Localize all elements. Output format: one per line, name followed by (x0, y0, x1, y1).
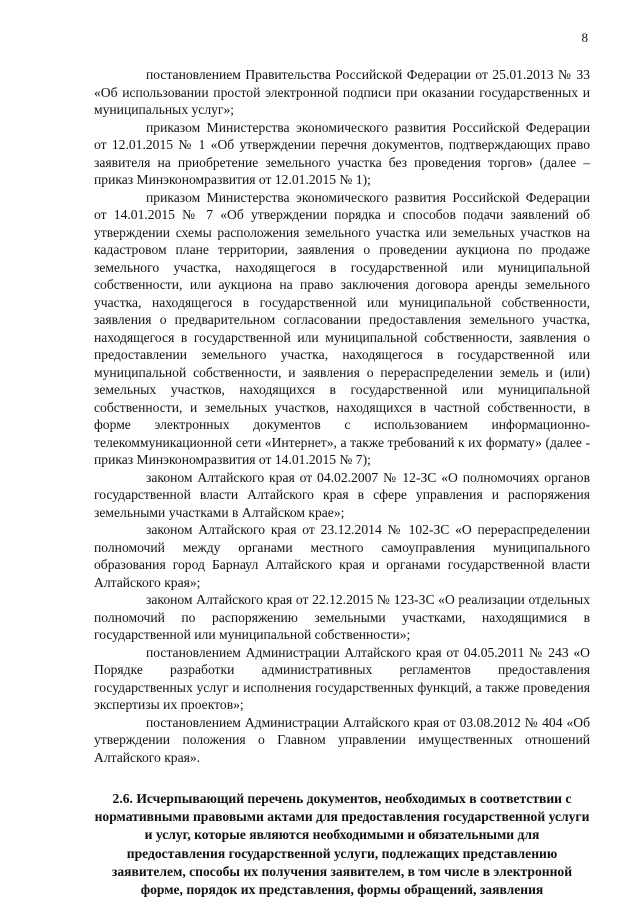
paragraph-resolution-404: постановлением Администрации Алтайского края от 03.08.2012 № 404 «Об утверждении положения о Главном управлении имущественных отношений Алтайского края». (94, 714, 590, 765)
legal-acts-list (94, 66, 590, 766)
paragraph-law-102-zs: законом Алтайского края от 23.12.2014 № 102-ЗС «О перераспределении полномочий между органами местного самоуправления муниципального образования город Барнаул Алтайского края и органами государственной власти Алтайского края»; (94, 522, 590, 590)
section-heading-2-6: 2.6. Исчерпывающий перечень документов, необходимых в соответствии с нормативными правовыми актами для предоставления государственной услуги и услуг, которые являются необходимыми и обязательными для предоставления государственной услуги, подлежащих представлению заявителем, способы их получения заявителем, в том числе в электронной форме, порядок их представления, формы обращений, заявления (94, 791, 590, 898)
paragraph-law-12-zs: законом Алтайского края от 04.02.2007 № 12-ЗС «О полномочиях органов государственной власти Алтайского края в сфере управления и распоряжения земельными участками в Алтайском крае»; (94, 469, 590, 520)
paragraph-law-123-zs: законом Алтайского края от 22.12.2015 № 123-ЗС «О реализации отдельных полномочий по распоряжению земельными участками, находящимися в государственной или муниципальной собственности»; (94, 592, 590, 642)
paragraph-resolution-243: постановлением Администрации Алтайского края от 04.05.2011 № 243 «О Порядке разработки административных регламентов предоставления государственных услуг и исполнения государственных функций, а также проведения экспертизы их проектов»; (94, 644, 590, 712)
page-number: 8 (581, 30, 588, 45)
paragraph-order-7: приказом Министерства экономического развития Российской Федерации от 14.01.2015 № 7 «Об утверждении порядка и способов подачи заявлений об утверждении схемы расположения земельного участка или земельных участков на кадастровом плане территории, заявления о проведении аукциона по продаже земельного участка, находящегося в государственной или муниципальной собственности, или аукциона на право заключения договора аренды земельного участка, находящегося в государственной или муниципальной собственности, заявления о предварительном согласовании предоставления земельного участка, находящегося в государственной или муниципальной собственности, заявления о предоставлении земельного участка, находящегося в государственной или муниципальной собственности, и заявления о перераспределении земель и (или) земельных участков, находящихся в государственной или муниципальной собственности, и земельных участков, находящихся в частной собственности, в форме электронных документов с использованием информационно-телекоммуникационной сети «Интернет», а также требований к их формату» (далее - приказ Минэкономразвития от 14.01.2015 № 7); (94, 189, 590, 467)
paragraph-resolution-33: постановлением Правительства Российской Федерации от 25.01.2013 № 33 «Об использовании простой электронной подписи при оказании государственных и муниципальных услуг»; (94, 67, 590, 117)
paragraph-order-1: приказом Министерства экономического развития Российской Федерации от 12.01.2015 № 1 «Об утверждении перечня документов, подтверждающих право заявителя на приобретение земельного участка без проведения торгов» (далее – приказ Минэкономразвития от 12.01.2015 № 1); (94, 119, 590, 187)
